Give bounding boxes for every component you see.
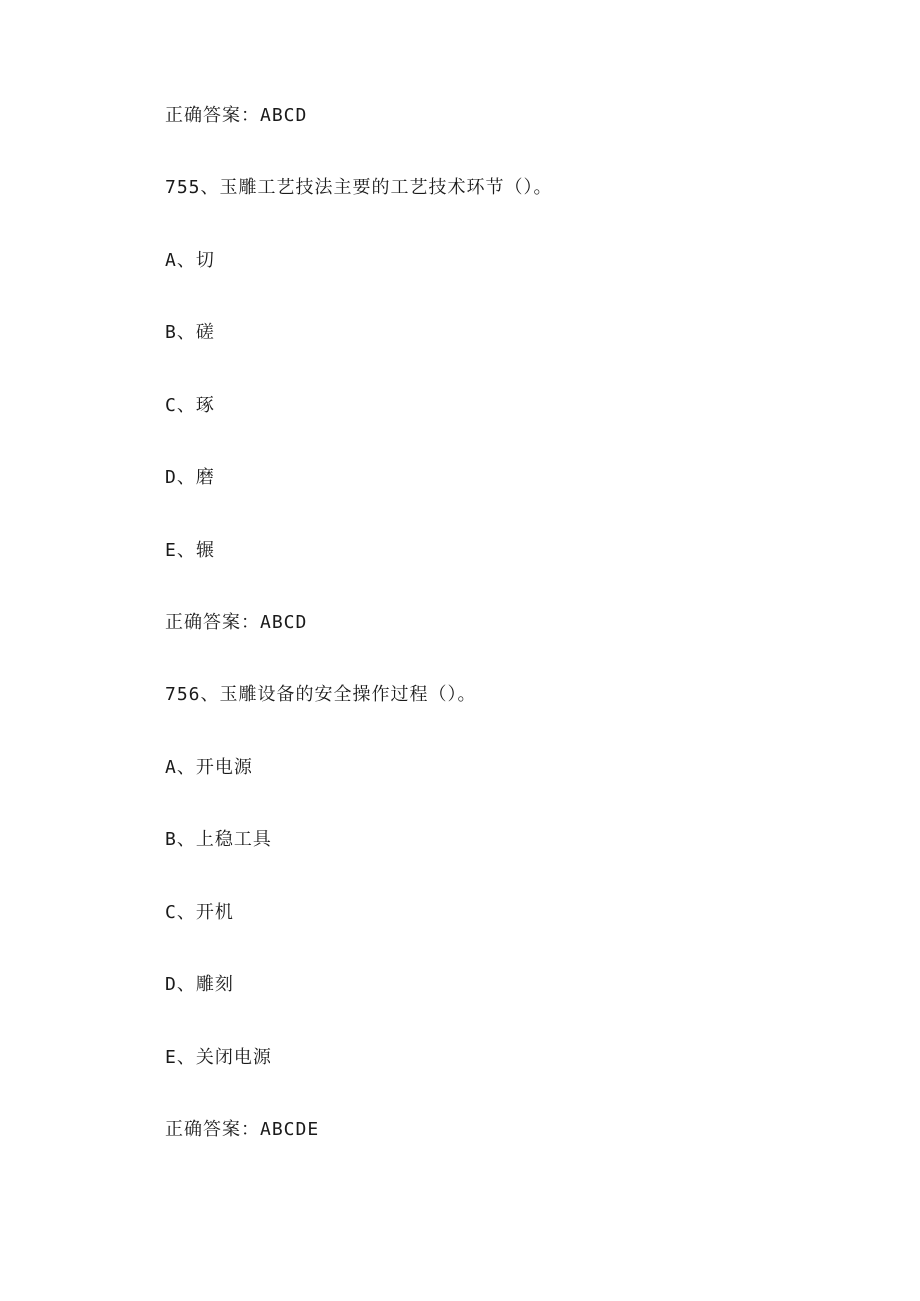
option-d: D、磨 bbox=[165, 467, 215, 488]
option-b: B、磋 bbox=[165, 322, 215, 343]
option-a: A、切 bbox=[165, 250, 215, 271]
option-a: A、开电源 bbox=[165, 757, 253, 778]
answer-line: 正确答案：ABCD bbox=[165, 105, 308, 126]
option-d: D、雕刻 bbox=[165, 974, 234, 995]
question-title: 756、玉雕设备的安全操作过程（）。 bbox=[165, 684, 477, 705]
question-title: 755、玉雕工艺技法主要的工艺技术环节（）。 bbox=[165, 177, 553, 198]
answer-line: 正确答案：ABCDE bbox=[165, 1119, 320, 1140]
option-b: B、上稳工具 bbox=[165, 829, 272, 850]
answer-line: 正确答案：ABCD bbox=[165, 612, 308, 633]
option-e: E、辗 bbox=[165, 540, 215, 561]
option-c: C、琢 bbox=[165, 395, 215, 416]
option-e: E、关闭电源 bbox=[165, 1047, 272, 1068]
option-c: C、开机 bbox=[165, 902, 234, 923]
